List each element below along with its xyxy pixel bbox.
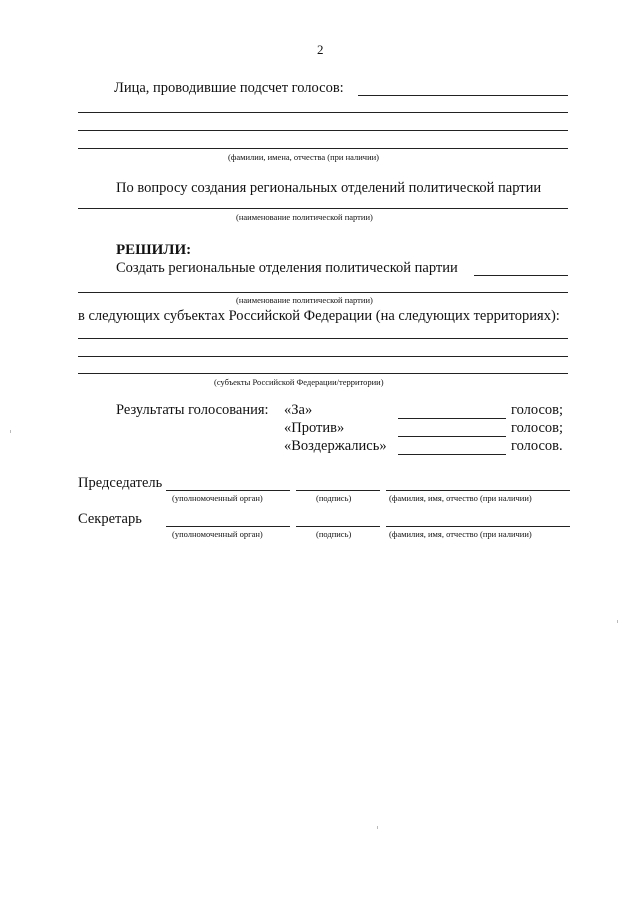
vote-unit: голосов; [511,420,564,436]
secretary-organ-caption: (уполномоченный орган) [172,529,263,539]
counters-caption: (фамилии, имена, отчества (при наличии) [228,152,379,162]
chairman-name-caption: (фамилия, имя, отчество (при наличии) [389,493,532,503]
question-text: По вопросу создания региональных отделений политической партии [116,180,542,196]
secretary-name-line [386,526,570,527]
vote-count-blank-line [398,418,506,419]
vote-option: «Воздержались» [284,438,387,454]
decision-text: Создать региональные отделения политической партии [116,260,458,276]
subjects-blank-line [78,356,568,357]
vote-count-blank-line [398,454,506,455]
chairman-organ-line [166,490,290,491]
secretary-organ-line [166,526,290,527]
decision-blank-line [78,292,568,293]
chairman-label: Председатель [78,475,163,491]
subjects-text: в следующих субъектах Российской Федерации (на следующих территориях): [78,308,560,324]
scan-speck [617,620,618,623]
scan-speck [10,430,11,433]
chairman-signature-line [296,490,380,491]
secretary-name-caption: (фамилия, имя, отчество (при наличии) [389,529,532,539]
counters-blank-line [78,112,568,113]
vote-option: «За» [284,402,313,418]
counters-blank-line [78,130,568,131]
chairman-signature-caption: (подпись) [316,493,352,503]
decision-caption: (наименование политической партии) [236,295,373,305]
voting-label: Результаты голосования: [116,402,269,418]
chairman-organ-caption: (уполномоченный орган) [172,493,263,503]
party-name-blank-line [78,208,568,209]
counters-blank-line [358,95,568,96]
secretary-label: Секретарь [78,511,142,527]
chairman-name-line [386,490,570,491]
question-caption: (наименование политической партии) [236,212,373,222]
vote-unit: голосов. [511,438,563,454]
secretary-signature-caption: (подпись) [316,529,352,539]
vote-unit: голосов; [511,402,564,418]
counters-blank-line [78,148,568,149]
decision-heading: РЕШИЛИ: [116,242,192,258]
counters-label: Лица, проводившие подсчет голосов: [114,80,344,96]
vote-option: «Против» [284,420,345,436]
vote-count-blank-line [398,436,506,437]
subjects-caption: (субъекты Российской Федерации/территории) [214,377,384,387]
page-number: 2 [317,42,324,57]
decision-blank-line [474,275,568,276]
scan-speck [377,826,378,829]
secretary-signature-line [296,526,380,527]
subjects-blank-line [78,338,568,339]
subjects-blank-line [78,373,568,374]
